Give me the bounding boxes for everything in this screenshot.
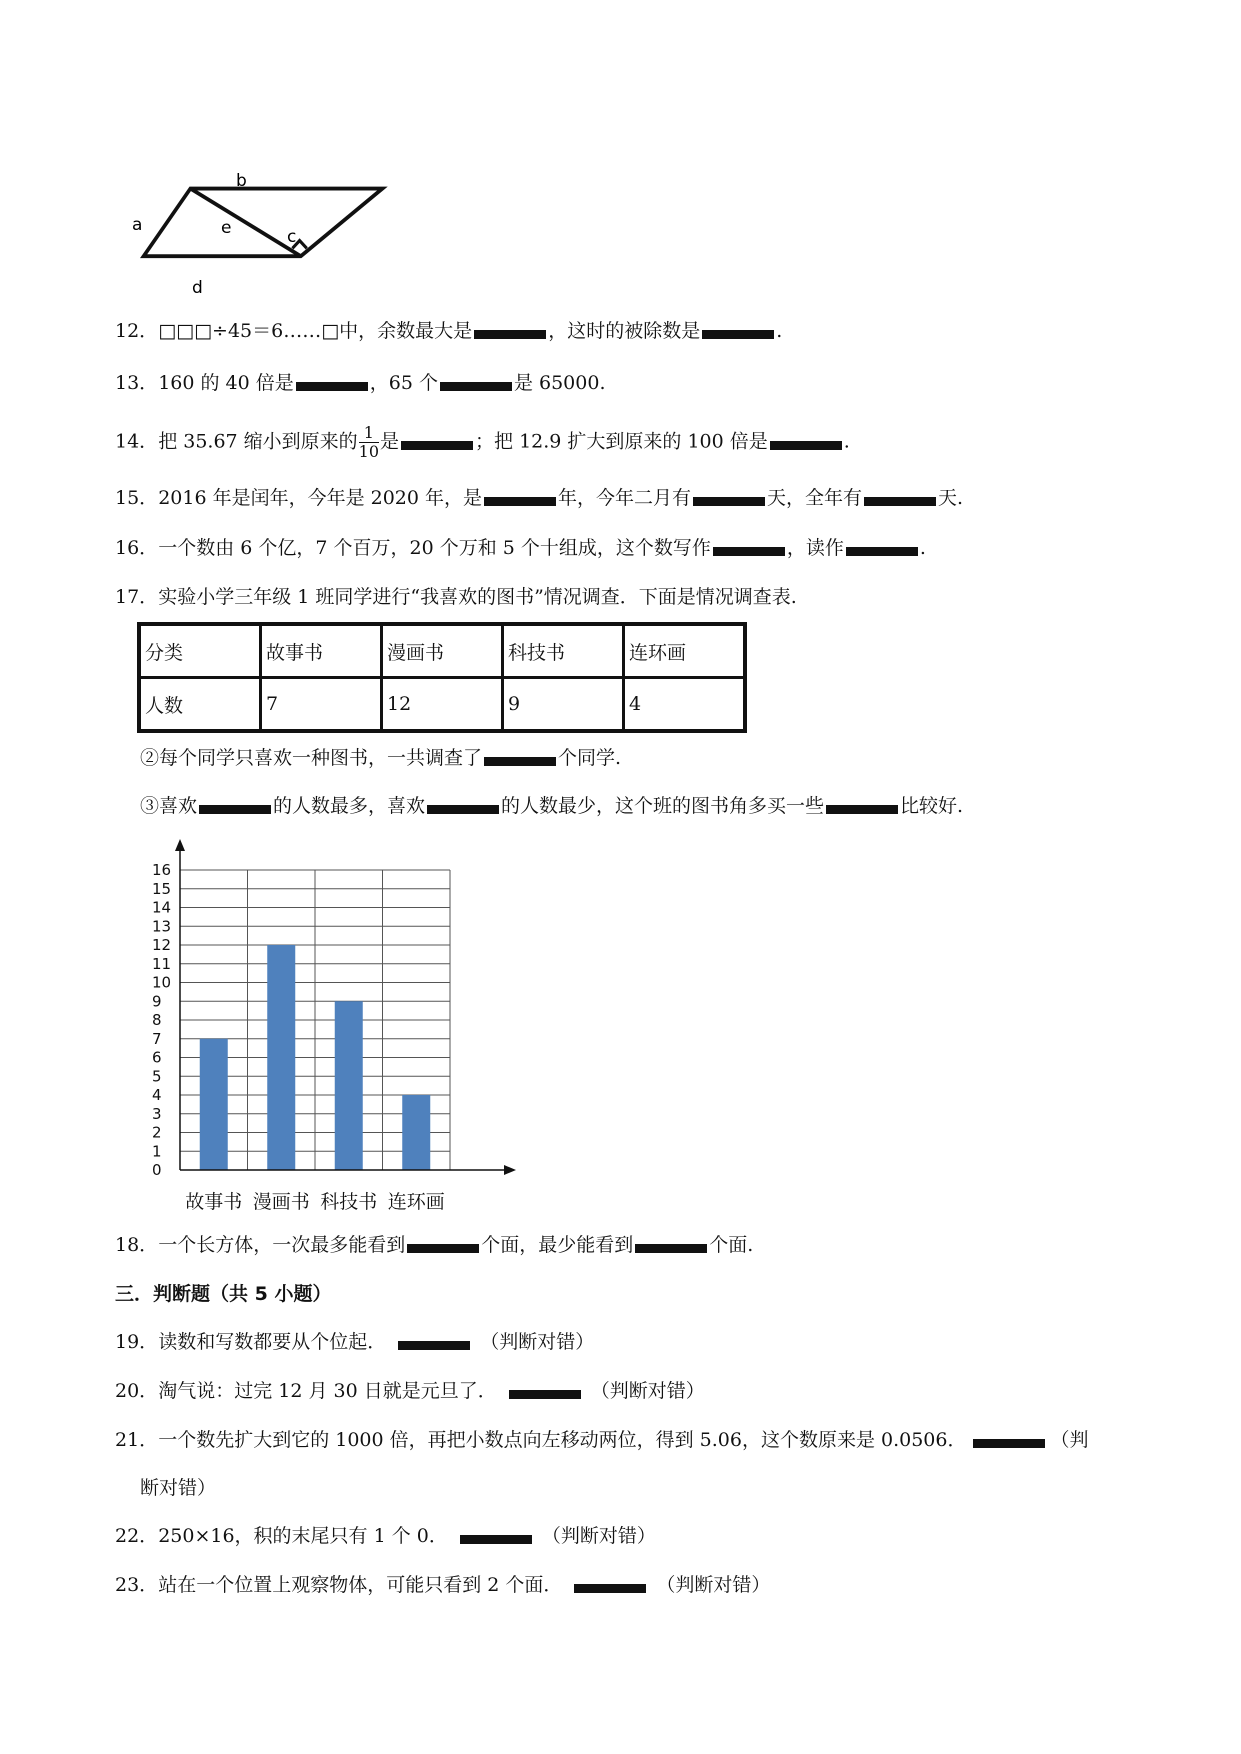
y-tick-label: 5 <box>152 1067 162 1086</box>
section-title: 三．判断题（共 5 小题） <box>115 1283 332 1305</box>
table-cell: 分类 <box>139 624 261 678</box>
y-tick-label: 4 <box>152 1086 162 1104</box>
answer-blank[interactable] <box>440 382 512 391</box>
answer-blank[interactable] <box>199 805 271 814</box>
table-cell: 连环画 <box>624 624 746 678</box>
table-cell: 7 <box>261 678 382 732</box>
question-number: 18． <box>115 1234 159 1256</box>
x-tick-label: 科技书 <box>320 1191 378 1213</box>
answer-blank[interactable] <box>635 1244 707 1253</box>
y-tick-label: 15 <box>152 879 172 898</box>
y-tick-label: 7 <box>152 1029 162 1048</box>
answer-blank[interactable] <box>864 497 936 506</box>
y-tick-label: 10 <box>152 973 172 992</box>
answer-blank[interactable] <box>574 1584 646 1593</box>
question-number: 16． <box>115 537 159 559</box>
answer-blank[interactable] <box>846 547 918 556</box>
question-text: 250×16，积的末尾只有 1 个 0． <box>158 1525 448 1547</box>
answer-blank[interactable] <box>509 1390 581 1399</box>
survey-table <box>137 622 747 733</box>
bar <box>267 945 295 1170</box>
question-number: 17． <box>115 586 159 608</box>
question-text: ，这时的被除数是 <box>548 320 701 342</box>
question-text: ，65 个 <box>369 372 438 394</box>
question-text: 一个数由 6 个亿，7 个百万，20 个万和 5 个十组成，这个数写作 <box>158 537 711 559</box>
y-tick-label: 16 <box>152 861 172 879</box>
question-text: □□□÷45＝6……□中，余数最大是 <box>158 320 473 342</box>
answer-blank[interactable] <box>713 547 785 556</box>
y-tick-label: 3 <box>152 1104 162 1123</box>
answer-blank[interactable] <box>296 382 368 391</box>
question-text: 个面. <box>709 1234 754 1256</box>
question-13 <box>115 370 606 396</box>
question-text: . <box>843 430 850 453</box>
label-e: e <box>221 218 232 238</box>
question-text: 把 35.67 缩小到原来的 <box>158 430 358 453</box>
question-text: （判断对错） <box>590 1380 705 1402</box>
label-b: b <box>236 171 247 191</box>
question-22 <box>115 1523 656 1549</box>
table-cell: 人数 <box>139 678 261 732</box>
question-number: 21． <box>115 1429 159 1451</box>
label-c: c <box>287 227 297 247</box>
table-cell: 漫画书 <box>382 624 503 678</box>
question-23 <box>115 1572 770 1598</box>
fraction <box>359 424 379 461</box>
answer-blank[interactable] <box>474 330 546 339</box>
answer-blank[interactable] <box>484 497 556 506</box>
answer-blank[interactable] <box>770 441 842 450</box>
x-tick-label: 漫画书 <box>252 1191 310 1213</box>
question-16 <box>115 535 926 561</box>
question-number: 23． <box>115 1574 159 1596</box>
question-21-cont <box>140 1475 216 1501</box>
question-number: 20． <box>115 1380 159 1402</box>
question-text: 天，全年有 <box>767 487 863 509</box>
question-text: 2016 年是闰年，今年是 2020 年，是 <box>158 487 483 509</box>
y-tick-label: 14 <box>152 898 172 917</box>
question-text: （判断对错） <box>541 1525 656 1547</box>
parallelogram-figure <box>132 160 370 300</box>
table-cell: 故事书 <box>261 624 382 678</box>
table-cell: 4 <box>624 678 746 732</box>
question-14 <box>115 424 850 461</box>
table-cell: 9 <box>503 678 624 732</box>
question-21 <box>115 1427 1089 1453</box>
answer-blank[interactable] <box>401 441 473 450</box>
question-17-sub3 <box>140 793 963 819</box>
answer-blank[interactable] <box>460 1535 532 1544</box>
question-text: 一个长方体，一次最多能看到 <box>158 1234 406 1256</box>
question-text: 实验小学三年级 1 班同学进行“我喜欢的图书”情况调查．下面是情况调查表. <box>158 586 797 608</box>
question-text: 天. <box>938 487 964 509</box>
answer-blank[interactable] <box>702 330 774 339</box>
answer-blank[interactable] <box>427 805 499 814</box>
y-tick-label: 6 <box>152 1048 162 1067</box>
x-tick-label: 连环画 <box>387 1191 445 1213</box>
question-text: ③喜欢 <box>140 795 198 817</box>
question-number: 15． <box>115 487 159 509</box>
question-number: 19． <box>115 1331 159 1353</box>
y-tick-label: 9 <box>152 992 162 1011</box>
table-row <box>139 678 745 732</box>
fraction-numerator: 1 <box>359 424 379 443</box>
answer-blank[interactable] <box>826 805 898 814</box>
table-cell: 科技书 <box>503 624 624 678</box>
question-text: 个同学. <box>558 747 622 769</box>
question-text: 比较好. <box>900 795 964 817</box>
answer-blank[interactable] <box>407 1244 479 1253</box>
table-cell: 12 <box>382 678 503 732</box>
question-text: 站在一个位置上观察物体，可能只看到 2 个面． <box>158 1574 563 1596</box>
answer-blank[interactable] <box>484 757 556 766</box>
question-number: 12． <box>115 320 159 342</box>
answer-blank[interactable] <box>693 497 765 506</box>
y-tick-label: 11 <box>152 954 172 973</box>
question-text: 的人数最少，这个班的图书角多买一些 <box>501 795 825 817</box>
question-17-sub2 <box>140 745 621 771</box>
question-text: 淘气说：过完 12 月 30 日就是元旦了． <box>158 1380 497 1402</box>
y-tick-label: 1 <box>152 1142 162 1161</box>
x-axis-arrow <box>504 1165 516 1175</box>
question-text: 读数和写数都要从个位起． <box>158 1331 387 1353</box>
y-tick-label: 12 <box>152 936 172 954</box>
question-text: 一个数先扩大到它的 1000 倍，再把小数点向左移动两位，得到 5.06，这个数原来是 0.0506． <box>158 1429 967 1451</box>
question-text: ；把 12.9 扩大到原来的 100 倍是 <box>475 430 768 453</box>
question-text: 年，今年二月有 <box>558 487 692 509</box>
bar <box>402 1095 430 1170</box>
question-text: （判断对错） <box>480 1331 595 1353</box>
y-tick-label: 0 <box>152 1161 162 1179</box>
question-text: （判 <box>1050 1429 1089 1451</box>
y-axis-arrow <box>175 839 185 851</box>
question-text: 断对错） <box>140 1477 217 1499</box>
question-20 <box>115 1378 705 1404</box>
question-18 <box>115 1232 753 1258</box>
question-text: 个面，最少能看到 <box>481 1234 634 1256</box>
table-row <box>139 624 745 678</box>
y-tick-label: 13 <box>152 917 172 936</box>
question-number: 13． <box>115 372 159 394</box>
question-text: （判断对错） <box>656 1574 771 1596</box>
fraction-denominator: 10 <box>358 442 380 461</box>
bar-chart <box>140 835 560 1215</box>
question-text: . <box>919 537 926 559</box>
question-19 <box>115 1329 594 1355</box>
label-a: a <box>132 215 143 235</box>
question-text: 是 65000. <box>513 372 606 394</box>
x-tick-label: 故事书 <box>185 1191 243 1213</box>
bar <box>200 1039 228 1170</box>
question-15 <box>115 485 963 511</box>
question-text: . <box>776 320 783 342</box>
y-tick-label: 2 <box>152 1123 162 1142</box>
question-text: ②每个同学只喜欢一种图书，一共调查了 <box>140 747 483 769</box>
question-number: 14． <box>115 430 159 453</box>
y-tick-label: 8 <box>152 1011 162 1029</box>
question-text: 是 <box>380 430 400 453</box>
bar <box>335 1001 363 1170</box>
question-number: 22． <box>115 1525 159 1547</box>
question-text: 160 的 40 倍是 <box>158 372 294 394</box>
question-17 <box>115 584 797 610</box>
label-d: d <box>192 278 203 298</box>
question-text: 的人数最多，喜欢 <box>273 795 426 817</box>
answer-blank[interactable] <box>398 1341 470 1350</box>
question-text: ，读作 <box>786 537 844 559</box>
question-12 <box>115 318 782 344</box>
answer-blank[interactable] <box>973 1439 1045 1448</box>
